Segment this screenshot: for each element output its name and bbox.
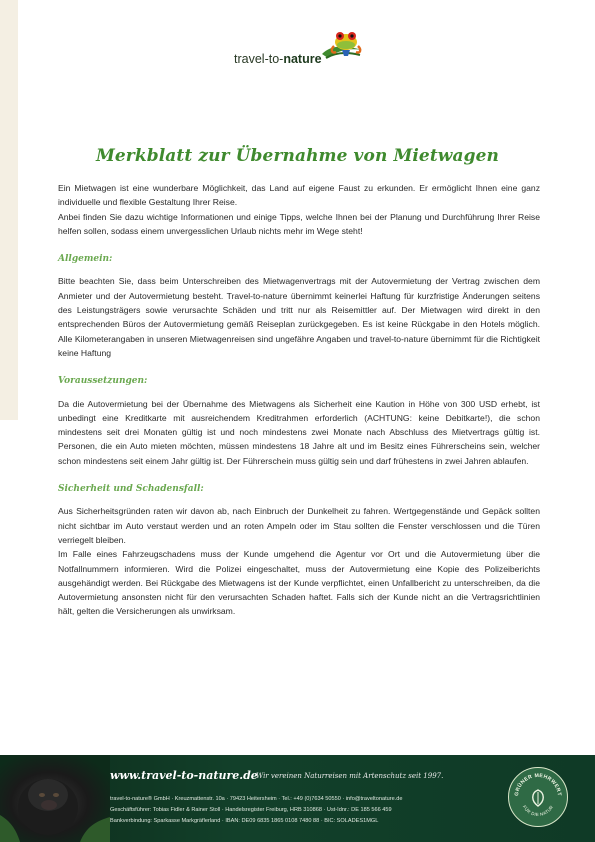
logo-text-prefix: travel-to- — [234, 52, 284, 66]
section-heading-safety: Sicherheit und Schadensfall: — [58, 484, 204, 495]
seal-graphic — [509, 768, 567, 826]
footer-slogan: Wir vereinen Naturreisen mit Artenschutz seit 1997. — [256, 772, 444, 780]
intro-paragraph-1: Ein Mietwagen ist eine wunderbare Möglichkeit, das Land auf eigene Faust zu erkunden. Er ermöglicht Ihnen eine ganz individuelle und flexible Gestaltung Ihrer Reise. — [58, 183, 540, 208]
footer-management: Geschäftsführer: Tobias Fidler & Rainer Stoll · Handelsregister Freiburg, HRB 310868 · Ust-Idnr.: DE 185 566 459 — [110, 807, 392, 813]
section-body-general: Bitte beachten Sie, dass beim Unterschreiben des Mietwagenvertrags mit der Autovermietung der Vertrag zwischen dem Anmieter und der Autovermietung besteht. Travel-to-nature übernimmt keinerlei Haftung für kurzfristige Änderungen seitens des Leistungsträgers sowie verursachte Schäden und tritt nur als Reisemittler auf. Der Mietwagen wird direkt in den entsprechenden Büros der Autovermietung gemäß Reiseplan zurückgegeben. Es ist keine Rückgabe in den Hotels möglich. Alle Kilometerangaben in unseren Mietwagenreisen sind ungefähre Angaben und travel-to-nature übernimmt für die Richtigkeit keine Haftung — [58, 276, 540, 358]
section-heading-general: Allgemein: — [58, 254, 113, 265]
gorilla-photo — [0, 755, 110, 842]
logo-text-bold: nature — [283, 52, 322, 66]
section-body-requirements: Da die Autovermietung bei der Übernahme des Mietwagens als Sicherheit eine Kaution in Höhe von 300 USD erhebt, ist unbedingt eine Kreditkarte mit ausreichendem Kreditrahmen erforderlich (ACHTUNG: keine Debitkarte!), die schon mindestens seit drei Monaten gültig ist und noch mindestens zwei Monate nach Abschluss des Mietvertrags gültig ist. Personen, die ein Auto mieten möchten, müssen mindestens 18 Jahre alt und im Besitz eines Führerscheins sein, welcher schon mindestens seit einem Jahr gültig ist. Der Führerschein muss gültig sein und darf frühestens in zwei Jahren ablaufen. — [58, 398, 540, 466]
footer-address: travel-to-nature® GmbH · Kreuzmattenstr. 10a · 79423 Heitersheim · Tel.: +49 (0)7634 50550 · info@traveltonature.de — [110, 796, 403, 802]
page-title: Merkblatt zur Übernahme von Mietwagen — [95, 146, 500, 166]
section-body-safety-2: Im Falle eines Fahrzeugschadens muss der Kunde umgehend die Agentur vor Ort und die Autovermietung über die Notfallnummern informieren. Wird die Polizei eingeschaltet, muss der Autovermietung eine Kopie des Polizeiberichts ausgehändigt werden. Bei Rückgabe des Mietwagens ist der Kunde verpflichtet, einen Unfallbericht zu unterschreiben, da die Autovermietung ansonsten nicht für den verursachten Schaden haftet. Falls sich der Kunde nicht an die Vertragsrichtlinien hält, gelten die Versicherungen als unwirksam. — [58, 549, 540, 617]
section-heading-requirements: Voraussetzungen: — [58, 376, 148, 387]
green-value-seal — [508, 767, 568, 827]
company-logo[interactable] — [232, 28, 362, 72]
footer-bank-details: Bankverbindung: Sparkasse Markgräflerland · IBAN: DE09 6835 1865 0108 7480 88 · BIC: SOLADES1MGL — [110, 818, 379, 824]
frog-logo-icon — [320, 28, 364, 62]
footer-website-link[interactable]: www.travel-to-nature.de — [110, 769, 258, 782]
intro-paragraph-2: Anbei finden Sie dazu wichtige Informationen und einige Tipps, welche Ihnen bei der Planung und Durchführung Ihrer Reise helfen sollen, sodass einem unvergesslichen Urlaub nichts mehr im Wege steht! — [58, 211, 540, 236]
section-body-safety-1: Aus Sicherheitsgründen raten wir davon ab, nach Einbruch der Dunkelheit zu fahren. Wertgegenstände und Gepäck sollten nicht sichtbar im Auto verstaut werden und an roten Ampeln oder im Stau sollten die Fenster verschlossen und die Türen verriegelt bleiben. — [58, 506, 540, 545]
page-footer — [0, 755, 595, 842]
gorilla-silhouette-icon — [0, 755, 110, 842]
seal-bottom-text: FÜR DIE NATUR — [521, 804, 555, 818]
seal-top-text: GRÜNER MEHRWERT — [513, 772, 563, 797]
logo-wordmark — [234, 52, 322, 66]
decorative-side-strip — [0, 0, 18, 420]
document-body — [58, 181, 540, 619]
